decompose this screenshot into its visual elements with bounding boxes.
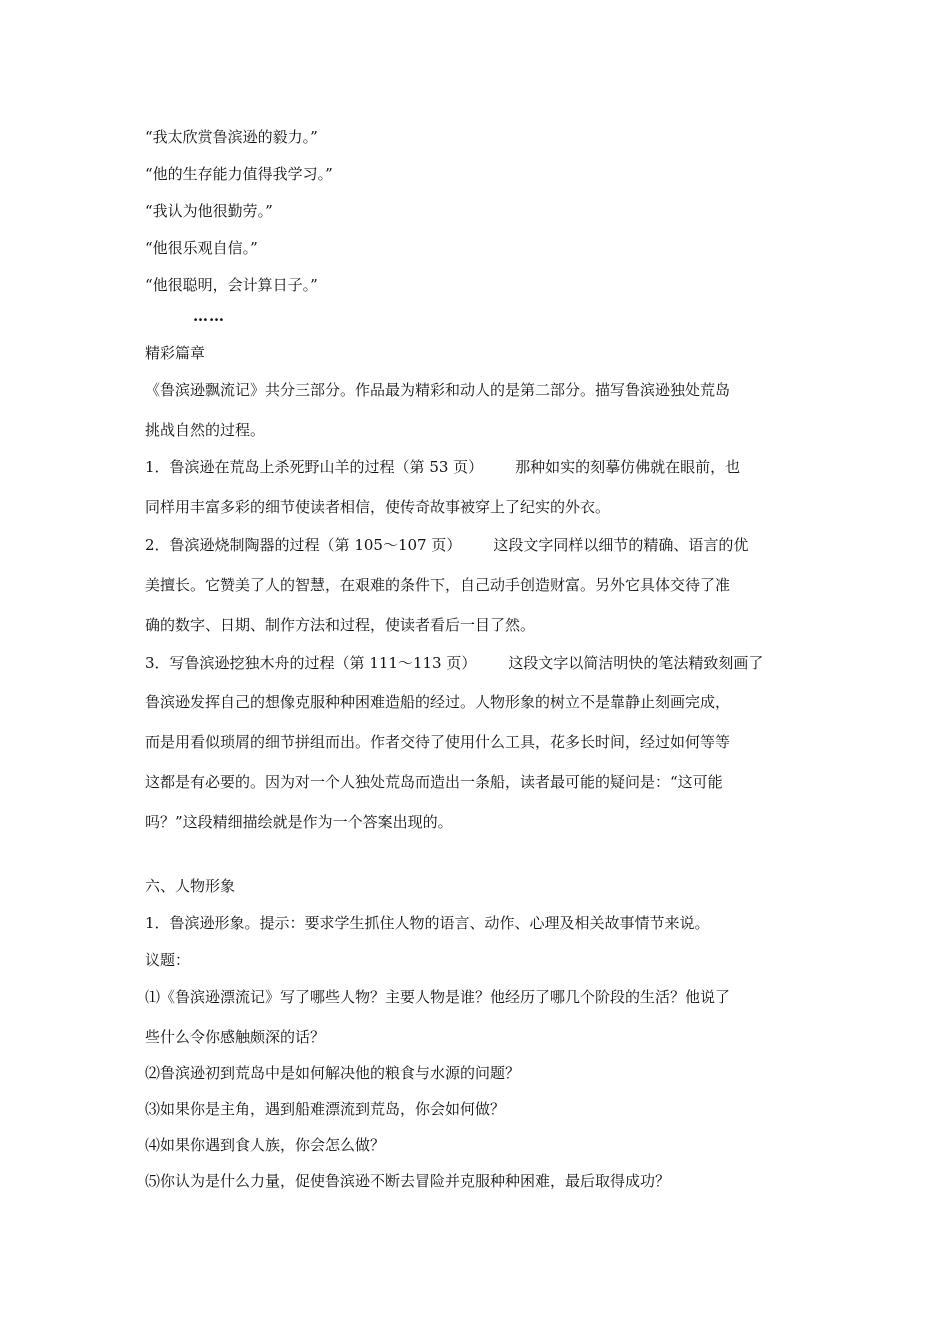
highlight-item-1-text: 那种如实的刻摹仿佛就在眼前，也 [515,458,741,476]
highlight-item-2-line-3: 确的数字、日期、制作方法和过程，使读者看后一目了然。 [145,616,536,634]
quote-5: “他很聪明，会计算日子。” [145,276,318,294]
highlight-item-1 [145,457,740,477]
quote-1: “我太欣赏鲁滨逊的毅力。” [145,128,318,146]
quote-3: “我认为他很勤劳。” [145,202,273,220]
highlight-item-3-title: 3．写鲁滨逊挖独木舟的过程（第 111～113 页） [145,654,477,672]
highlight-item-2-text: 这段文字同样以细节的精确、语言的优 [493,536,749,554]
highlight-item-3-line-4: 这都是有必要的。因为对一个人独处荒岛而造出一条船，读者最可能的疑问是：“这可能 [145,773,723,791]
highlight-item-3-line-3: 而是用看似琐屑的细节拼组而出。作者交待了使用什么工具，花多长时间，经过如何等等 [145,733,731,751]
highlight-item-3 [145,653,763,673]
section-heading-characters: 六、人物形象 [145,877,236,895]
question-1-line-1: ⑴《鲁滨逊漂流记》写了哪些人物？主要人物是谁？他经历了哪几个阶段的生活？他说了 [145,988,731,1006]
highlight-item-1-line-2: 同样用丰富多彩的细节使读者相信，使传奇故事被穿上了纪实的外衣。 [145,498,611,516]
highlight-item-2 [145,535,748,555]
question-2: ⑵鲁滨逊初到荒岛中是如何解决他的粮食与水源的问题？ [145,1064,521,1082]
quote-2: “他的生存能力值得我学习。” [145,165,333,183]
intro-line-1: 《鲁滨逊飘流记》共分三部分。作品最为精彩和动人的是第二部分。描写鲁滨逊独处荒岛 [145,381,731,399]
quote-4: “他很乐观自信。” [145,239,258,257]
highlight-item-3-line-2: 鲁滨逊发挥自己的想像克服种种困难造船的经过。人物形象的树立不是靠静止刻画完成， [145,693,731,711]
highlight-item-1-title: 1．鲁滨逊在荒岛上杀死野山羊的过程（第 53 页） [145,458,484,476]
section-heading-highlights: 精彩篇章 [145,344,206,362]
question-4: ⑷如果你遇到食人族，你会怎么做？ [145,1136,386,1154]
question-5: ⑸你认为是什么力量，促使鲁滨逊不断去冒险并克服种种困难，最后取得成功？ [145,1172,671,1190]
character-item-1: 1．鲁滨逊形象。提示：要求学生抓住人物的语言、动作、心理及相关故事情节来说。 [145,914,710,932]
question-1-line-2: 些什么令你感触颇深的话？ [145,1028,326,1046]
question-3: ⑶如果你是主角，遇到船难漂流到荒岛，你会如何做？ [145,1100,506,1118]
topics-label: 议题： [145,951,191,969]
intro-line-2: 挑战自然的过程。 [145,421,266,439]
highlight-item-3-text: 这段文字以简洁明快的笔法精致刻画了 [508,654,764,672]
highlight-item-2-title: 2．鲁滨逊烧制陶器的过程（第 105～107 页） [145,536,462,554]
ellipsis: …… [193,307,225,325]
highlight-item-2-line-2: 美擅长。它赞美了人的智慧，在艰难的条件下，自己动手创造财富。另外它具体交待了准 [145,576,731,594]
highlight-item-3-line-5: 吗？”这段精细描绘就是作为一个答案出现的。 [145,813,453,831]
